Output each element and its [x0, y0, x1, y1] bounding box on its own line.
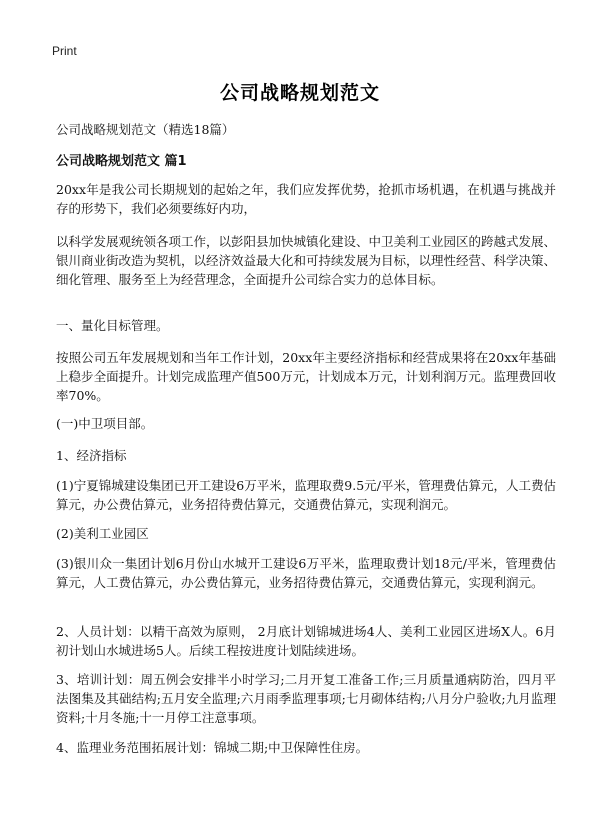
list-heading: 1、经济指标	[56, 448, 127, 463]
paragraph: 20xx年是我公司长期规划的起始之年，我们应发挥优势，抢抓市场机遇，在机遇与挑战并存的形势下，我们必须要练好内功，	[56, 182, 556, 216]
paragraph: 按照公司五年发展规划和当年工作计划，20xx年主要经济指标和经营成果将在20xx年基础上稳步全面提升。计划完成监理产值500万元，计划成本万元，计划利润万元。监理费回收率70%。	[56, 350, 556, 403]
list-heading: 一、量化目标管理。	[56, 318, 169, 333]
paragraph: 2、人员计划：以精干高效为原则， 2月底计划锦城进场4人、美利工业园区进场X人。6月初计划山水城进场5人。后续工程按进度计划陆续进场。	[56, 624, 556, 658]
paragraph: (3)银川众一集团计划6月份山水城开工建设6万平米，监理取费计划18元/平米，管理费估算元，人工费估算元，办公费估算元，业务招待费估算元，交通费估算元，实现利润元。	[56, 556, 556, 590]
paragraph: (1)宁夏锦城建设集团已开工建设6万平米，监理取费9.5元/平米，管理费估算元，人工费估算元，办公费估算元，业务招待费估算元，交通费估算元，实现利润元。	[56, 478, 556, 512]
paragraph: 4、监理业务范围拓展计划：锦城二期;中卫保障性住房。	[56, 740, 369, 755]
list-heading: (一)中卫项目部。	[56, 416, 154, 431]
list-heading: (2)美利工业园区	[56, 526, 149, 541]
page-title: 公司战略规划范文	[219, 82, 380, 104]
section-heading: 公司战略规划范文 篇1	[56, 154, 187, 169]
paragraph: 3、培训计划：周五例会安排半小时学习;二月开复工准备工作;三月质量通病防治，四月平法图集及其础结构;五月安全监理;六月雨季监理事项;七月砌体结构;八月分户验收;九月监理资料;十月冬施;十一月停工注意事项。	[56, 672, 556, 725]
paragraph: 以科学发展观统领各项工作，以彭阳县加快城镇化建设、中卫美利工业园区的跨越式发展、银川商业街改造为契机，以经济效益最大化和可持续发展为目标，以理性经营、科学决策、细化管理、服务至上为经营理念，全面提升公司综合实力的总体目标。	[56, 234, 557, 287]
print-link[interactable]: Print	[52, 44, 77, 58]
document-subtitle: 公司战略规划范文（精选18篇）	[56, 122, 235, 137]
